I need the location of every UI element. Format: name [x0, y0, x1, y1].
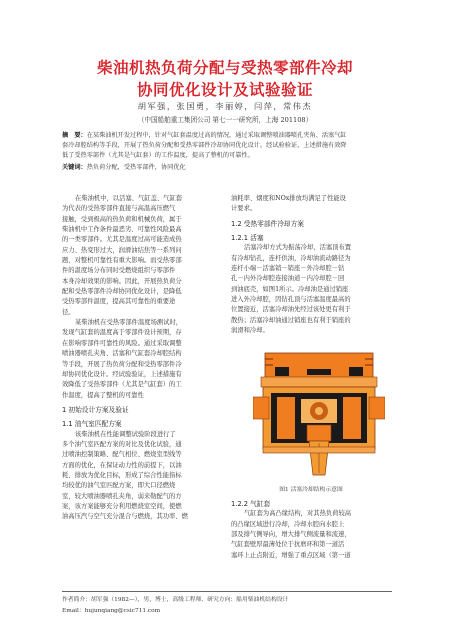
text-line: 部及排气侧导向，增大排气侧流量和流速，	[231, 531, 351, 539]
text-line: 过喷油控制策略、配气相位、燃烧室型线等	[62, 451, 182, 459]
text-line: 在柴油机中，以活塞、气缸盖、气缸套	[75, 195, 183, 202]
text-line: 计要求。	[231, 205, 257, 213]
text-line: 连杆小端－活塞销－销座－外冷却腔－钻	[231, 265, 345, 273]
affiliation: （中国船舶重工集团公司 第七一一研究所，上海 201108）	[137, 116, 313, 124]
section-heading: 1.1 油气室匹配方案	[62, 420, 122, 429]
title-line-2: 协同优化设计及试验验证	[136, 81, 313, 99]
text-line: 本身冷却效果的影响。因此，开展热负荷分	[62, 277, 182, 285]
text-line: 润滑和冷却。	[231, 327, 269, 335]
text-line: 等手段，开展了热负荷分配和受热零部件冷	[62, 360, 182, 368]
right-column-top	[231, 194, 391, 336]
text-line: 作温度，提高了整机的可靠性	[62, 391, 144, 399]
text-line: 配和受热零部件冷却协同优化设计，是降低	[62, 288, 182, 296]
text-line: 进入外冷却腔，因钻孔顶与活塞温度最高的	[231, 296, 351, 304]
section-heading: 1.2 受热零部件冷却方案	[231, 219, 304, 228]
section-heading: 1 初始设计方案及验证	[62, 405, 129, 414]
text-line: 方面的优化，在保证动力性的前提下，以油	[62, 461, 182, 469]
text-line: 散热；活塞冷却油通过销座也有利于销座的	[231, 316, 351, 324]
text-line: 应力、热变形过大，润滑油结焦等一系列问	[62, 246, 182, 254]
authors: 胡军强，张国勇，李丽婷，闫萍，常伟杰	[137, 101, 313, 111]
footnote-rule	[62, 591, 392, 592]
text-line: 有冷却钻孔，连杆供油，冷却油流动路径为	[231, 254, 351, 262]
section-heading: 1.2.2 气缸套	[231, 500, 271, 508]
text-line: 效降低了受热零部件（尤其是气缸套）的工	[62, 381, 182, 389]
text-line: 该柴油机在性能调整试验阶段进行了	[75, 430, 176, 438]
abstract-line: 低了受热零部件（尤其是气缸套）的工作温度，提高了整机的可靠性。	[62, 152, 254, 159]
keywords-label: 关键词：	[62, 164, 87, 171]
text-line: 油耗率、烟度和NOx排放均满足了性能设	[231, 195, 346, 202]
text-line: 的凸缘区域进行冷却，冷却水腔向水腔上	[231, 520, 345, 528]
text-line: 喷油器喷孔夹角、活塞和气缸套冷却腔结构	[62, 350, 182, 358]
text-line: 径。	[62, 308, 75, 316]
text-line: 塞环上止点附近，增强了重点区域（第一道	[231, 551, 351, 559]
text-line: 件的温度场分布同时受燃烧组织与零部件	[62, 267, 176, 275]
footnote-email: Email：hujunqiang@csic711.com	[62, 608, 161, 614]
text-line: 在影响零部件可靠性的风险。通过采取调整	[62, 339, 182, 347]
footnote-author: 作者简介：胡军强（1982—），男，博士，高级工程师，研究方向：船用柴油机结构设计	[62, 597, 289, 603]
abstract-line: 套冷却腔结构等手段，开展了热负荷分配和受热零部件冷却协同优化设计。经试验验证，上述措施有效降	[62, 142, 347, 149]
text-line: 活塞冷却方式为振荡冷却，活塞顶布置	[244, 244, 352, 252]
text-line: 气缸套壁厚最薄处位于抗磨环和第一道活	[231, 541, 345, 549]
text-line: 柴油机中工作条件最恶劣、可靠性风险最高	[62, 226, 182, 234]
text-line: 某柴油机在受热零部件温度场测试时，	[75, 319, 183, 327]
right-column-bottom	[231, 499, 391, 561]
abstract-line	[62, 131, 392, 141]
section-heading: 1.2.1 活塞	[231, 234, 264, 243]
text-line: 发现气缸套的温度高于零部件设计预期，存	[62, 329, 182, 337]
text-line: 题，对整机可靠性有重大影响。而受热零部	[62, 257, 182, 265]
keywords-text: 热负荷分配，受热零部件，协同优化	[86, 164, 186, 171]
text-line: 接触，受到极高的热负荷和机械负荷，属于	[62, 215, 182, 223]
text-line: 到油底壳，如图1所示。冷却油是通过销座	[231, 285, 349, 293]
text-line: 气缸套为高凸缘结构，对其热负荷较高	[244, 510, 352, 518]
text-line: 受热零部件温度，提高其可靠性的重要途	[62, 298, 176, 306]
abstract-text: 在某柴油机开发过程中，针对气缸套温度过高的情况，通过采取调整喷油器喷孔夹角、活塞气缸	[86, 132, 347, 139]
figure-caption: 图1 活塞冷却结构示意图	[279, 487, 343, 493]
title-line-1: 柴油机热负荷分配与受热零部件冷却	[96, 59, 353, 77]
text-line: 均较优的油气室匹配方案，即大口径燃烧	[62, 482, 176, 490]
left-column	[62, 194, 222, 523]
keywords-line	[62, 163, 392, 173]
text-line: 案，该方案能够充分利用燃烧室空间，使燃	[62, 502, 182, 510]
text-line: 的一类零部件。尤其是温度过高可能造成热	[62, 236, 182, 244]
text-line: 孔－内外冷却腔连接油道－内冷却腔－回	[231, 275, 345, 283]
text-line: 多个油气室匹配方案的对比及优化试验，通	[62, 440, 182, 448]
text-line: 却协同优化设计。经试验验证，上述措施有	[62, 370, 182, 378]
piston-cooling-figure	[253, 347, 385, 477]
text-line: 耗、排放为优化目标，形成了综合性能指标	[62, 471, 182, 479]
text-line: 油高压汽与空气充分混合与燃烧，其功率、燃	[62, 513, 188, 521]
text-line: 室，较大喷油器喷孔夹角，弱来勒配气的方	[62, 492, 182, 500]
text-line: 位置接近，活塞冷却油先经过该处更有利于	[231, 306, 351, 314]
text-line: 为代表的受热零部件直接与高温高压燃气	[62, 205, 176, 213]
abstract-label: 摘 要：	[62, 132, 87, 139]
